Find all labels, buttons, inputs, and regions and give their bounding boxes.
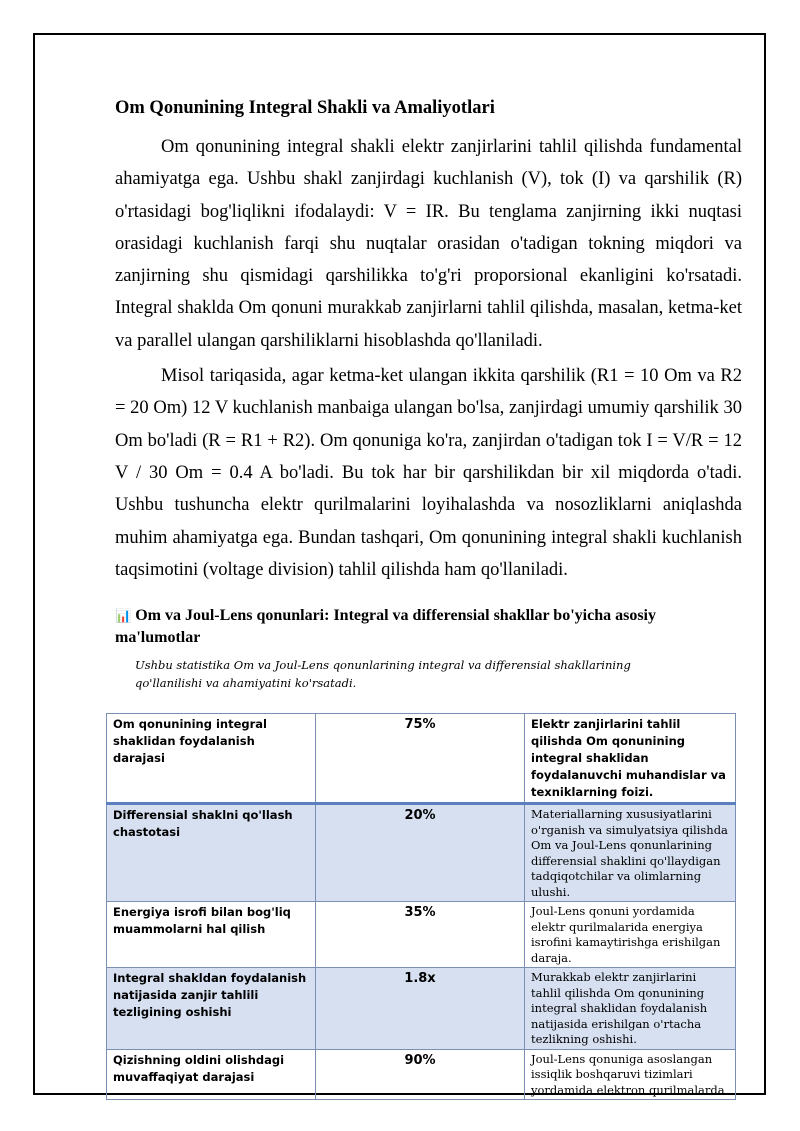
row-value: 35% (316, 902, 525, 968)
row-description: Joul-Lens qonuniga asoslangan issiqlik boshqaruvi tizimlari yordamida elektron qurilmalarda (525, 1049, 736, 1100)
row-description: Elektr zanjirlarini tahlil qilishda Om qonunining integral shaklidan foydalanuvchi muhandislar va texniklarning foizi. (525, 714, 736, 804)
row-label: Om qonunining integral shaklidan foydalanish darajasi (107, 714, 316, 804)
stats-table (106, 713, 736, 1100)
table-row (107, 968, 736, 1050)
row-description: Murakkab elektr zanjirlarini tahlil qilishda Om qonunining integral shaklidan foydalanish natijasida erishilgan o'rtacha tezlikning oshishi. (525, 968, 736, 1050)
bar-chart-icon: 📊 (115, 609, 132, 625)
row-value: 1.8x (316, 968, 525, 1050)
stats-heading-text: Om va Joul-Lens qonunlari: Integral va differensial shakllar bo'yicha asosiy ma'lumotlar (115, 607, 656, 647)
row-value: 90% (316, 1049, 525, 1100)
row-label: Qizishning oldini olishdagi muvaffaqiyat darajasi (107, 1049, 316, 1100)
row-label: Energiya isrofi bilan bog'liq muammolarni hal qilish (107, 902, 316, 968)
document-body (115, 98, 742, 702)
table-row (107, 714, 736, 804)
table-row (107, 804, 736, 902)
row-value: 20% (316, 804, 525, 902)
stats-heading (115, 605, 742, 648)
table-row (107, 1049, 736, 1100)
row-value: 75% (316, 714, 525, 804)
stats-caption: Ushbu statistika Om va Joul-Lens qonunlarining integral va differensial shakllarining qo'llanilishi va ahamiyatini ko'rsatadi. (135, 658, 631, 691)
table-row (107, 902, 736, 968)
paragraph-1: Om qonunining integral shakli elektr zanjirlarini tahlil qilishda fundamental ahamiyatga ega. Ushbu shakl zanjirdagi kuchlanish (V), tok (I) va qarshilik (R) o'rtasidagi bog'liqlikni ifodalaydi: V = IR. Bu tenglama zanjirning ikki nuqtasi orasidagi kuchlanish farqi shu nuqtalar orasidan o'tadigan tokning miqdori va zanjirning shu qismidagi qarshilikka to'g'ri proporsional ekanligini ko'rsatadi. Integral shaklda Om qonuni murakkab zanjirlarni tahlil qilishda, masalan, ketma-ket va parallel ulangan qarshiliklarni hisoblashda qo'llaniladi. (115, 137, 742, 351)
paragraph-2: Misol tariqasida, agar ketma-ket ulangan ikkita qarshilik (R1 = 10 Om va R2 = 20 Om) 12 V kuchlanish manbaiga ulangan bo'lsa, zanjirdagi umumiy qarshilik 30 Om bo'ladi (R = R1 + R2). Om qonuniga ko'ra, zanjirdan o'tadigan tok I = V/R = 12 V / 30 Om = 0.4 A bo'ladi. Bu tok har bir qarshilikdan bir xil miqdorda o'tadi. Ushbu tushuncha elektr qurilmalarini loyihalashda va nosozliklarni aniqlashda muhim ahamiyatga ega. Bundan tashqari, Om qonunining integral shakli kuchlanish taqsimotini (voltage division) tahlil qilishda ham qo'llaniladi. (115, 366, 742, 580)
row-label: Integral shakldan foydalanish natijasida zanjir tahlili tezligining oshishi (107, 968, 316, 1050)
row-description: Joul-Lens qonuni yordamida elektr qurilmalarida energiya isrofini kamaytirishga erishilgan daraja. (525, 902, 736, 968)
row-description: Materiallarning xususiyatlarini o'rganish va simulyatsiya qilishda Om va Joul-Lens qonunlarining differensial shaklini qo'llaydigan tadqiqotchilar va olimlarning ulushi. (525, 804, 736, 902)
row-label: Differensial shaklni qo'llash chastotasi (107, 804, 316, 902)
document-title: Om Qonunining Integral Shakli va Amaliyotlari (115, 98, 495, 118)
